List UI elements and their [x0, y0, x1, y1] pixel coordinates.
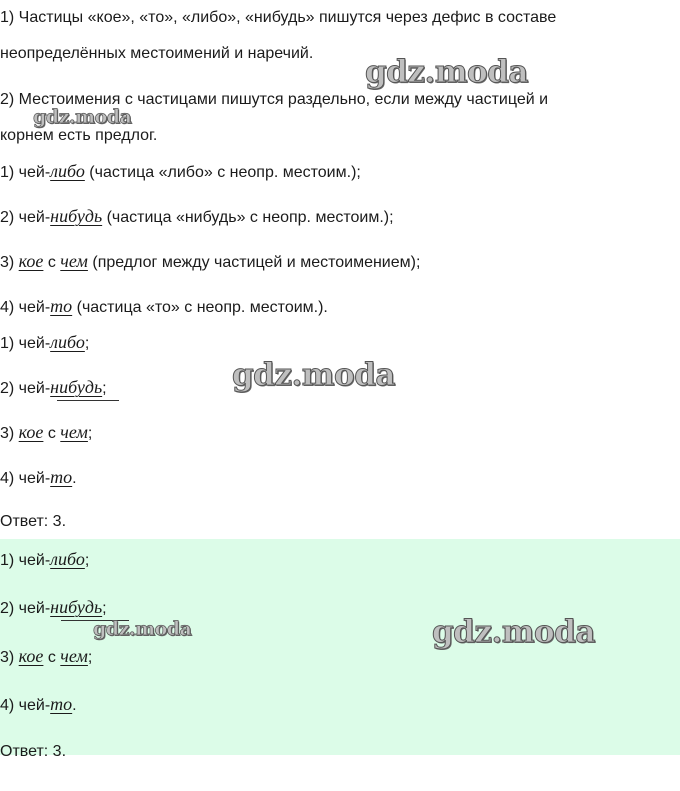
short-list-item: 3) кое с чем;: [0, 422, 93, 442]
rule-1-line-2: неопределённых местоимений и наречий.: [0, 45, 314, 62]
explained-item: 2) чей-нибудь (частица «нибудь» с неопр. местоим.);: [0, 206, 394, 226]
answer-box-item: 3) кое с чем;: [0, 646, 93, 666]
answer-text: Ответ: 3.: [0, 513, 67, 530]
watermark-logo: gdz.moda: [93, 618, 192, 640]
rule-2-line-2: корнем есть предлог.: [0, 127, 158, 144]
watermark-logo: gdz.moda: [432, 614, 595, 650]
answer-box-item: 1) чей-либо;: [0, 549, 90, 569]
rule-2-line-1: 2) Местоимения с частицами пишутся раздельно, если между частицей и: [0, 91, 549, 108]
explained-item: 4) чей-то (частица «то» с неопр. местоим.).: [0, 296, 328, 316]
short-list-item: 1) чей-либо;: [0, 332, 90, 352]
explained-item: 1) чей-либо (частица «либо» с неопр. местоим.);: [0, 161, 361, 181]
short-list-item: 2) чей-нибудь;: [0, 377, 107, 397]
watermark-logo: gdz.moda: [232, 357, 395, 393]
short-list-item: 4) чей-то.: [0, 467, 77, 487]
explained-item: 3) кое с чем (предлог между частицей и местоимением);: [0, 251, 421, 271]
answer-box-item: 4) чей-то.: [0, 694, 77, 714]
answer-box-item: 2) чей-нибудь;: [0, 597, 107, 617]
watermark-logo: gdz.moda: [365, 54, 528, 90]
underline-stroke: [57, 400, 119, 401]
rule-1-line-1: 1) Частицы «кое», «то», «либо», «нибудь» пишутся через дефис в составе: [0, 9, 557, 26]
watermark-logo: gdz.moda: [33, 106, 132, 128]
answer-box-answer: Ответ: 3.: [0, 743, 67, 760]
